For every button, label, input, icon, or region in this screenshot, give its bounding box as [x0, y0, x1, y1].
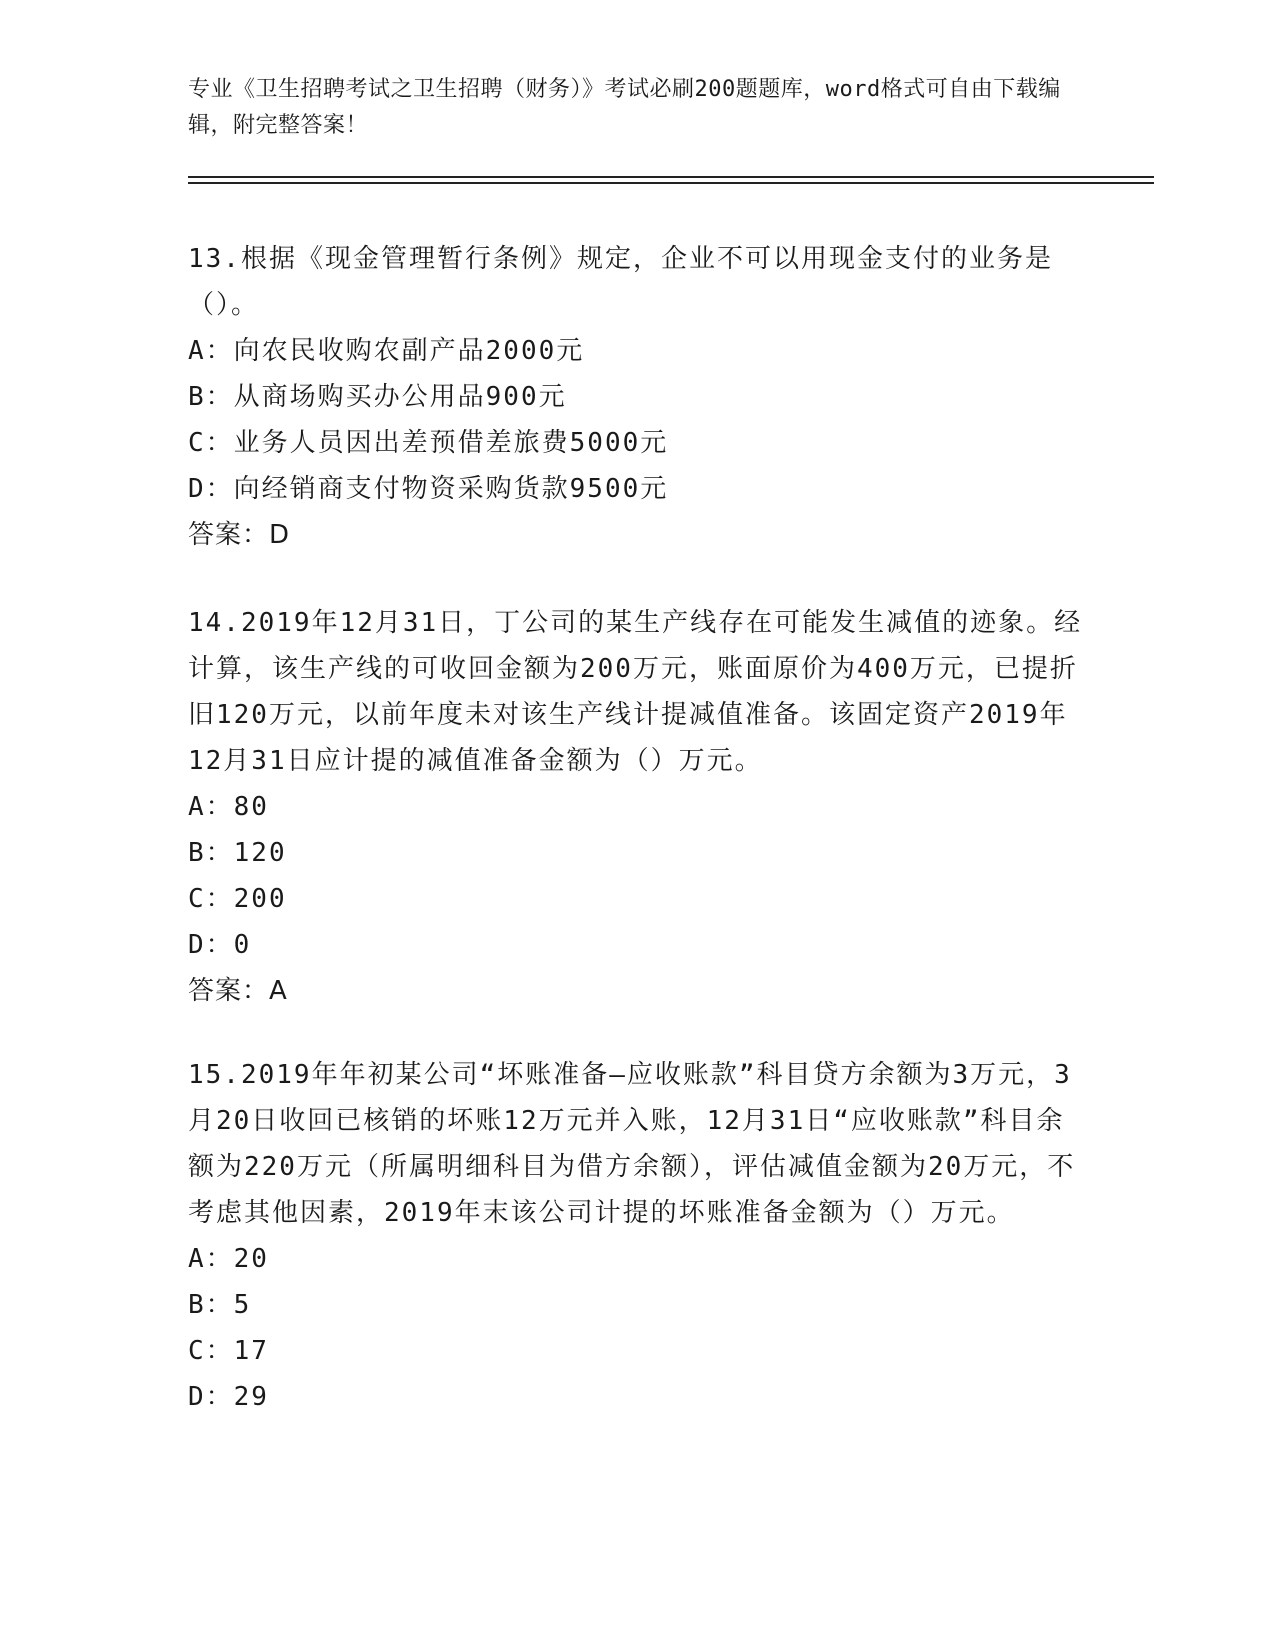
question-stem: 14.2019年12月31日，丁公司的某生产线存在可能发生减值的迹象。经计算，该生产线的可收回金额为200万元，账面原价为400万元，已提折旧120万元，以前年度未对该生产线计提减值准备。该固定资产2019年12月31日应计提的减值准备金额为（）万元。 — [188, 608, 1083, 776]
option-b: B：从商场购买办公用品900元 — [188, 382, 567, 412]
option-b: B：5 — [188, 1290, 252, 1320]
question-14 — [188, 600, 1088, 1014]
option-c: C：业务人员因出差预借差旅费5000元 — [188, 428, 669, 458]
option-b: B：120 — [188, 838, 287, 868]
header-divider-top — [188, 176, 1154, 178]
question-stem: 13.根据《现金管理暂行条例》规定，企业不可以用现金支付的业务是（）。 — [188, 244, 1053, 320]
option-c: C：200 — [188, 884, 287, 914]
option-d: D：29 — [188, 1382, 269, 1412]
option-a: A：20 — [188, 1244, 269, 1274]
option-d: D：0 — [188, 930, 252, 960]
question-15 — [188, 1052, 1088, 1420]
document-header: 专业《卫生招聘考试之卫生招聘（财务）》考试必刷200题题库，word格式可自由下载编辑，附完整答案！ — [188, 77, 1061, 138]
answer-line: 答案：D — [188, 520, 291, 550]
answer-line: 答案：A — [188, 976, 288, 1006]
option-a: A：向农民收购农副产品2000元 — [188, 336, 585, 366]
option-d: D：向经销商支付物资采购货款9500元 — [188, 474, 669, 504]
question-stem: 15.2019年年初某公司“坏账准备—应收账款”科目贷方余额为3万元，3月20日收回已核销的坏账12万元并入账，12月31日“应收账款”科目余额为220万元（所属明细科目为借方余额），评估减值金额为20万元，不考虑其他因素，2019年末该公司计提的坏账准备金额为（）万元。 — [188, 1060, 1076, 1228]
option-c: C：17 — [188, 1336, 269, 1366]
option-a: A：80 — [188, 792, 269, 822]
header-divider-bottom — [188, 182, 1154, 184]
question-13 — [188, 236, 1088, 558]
